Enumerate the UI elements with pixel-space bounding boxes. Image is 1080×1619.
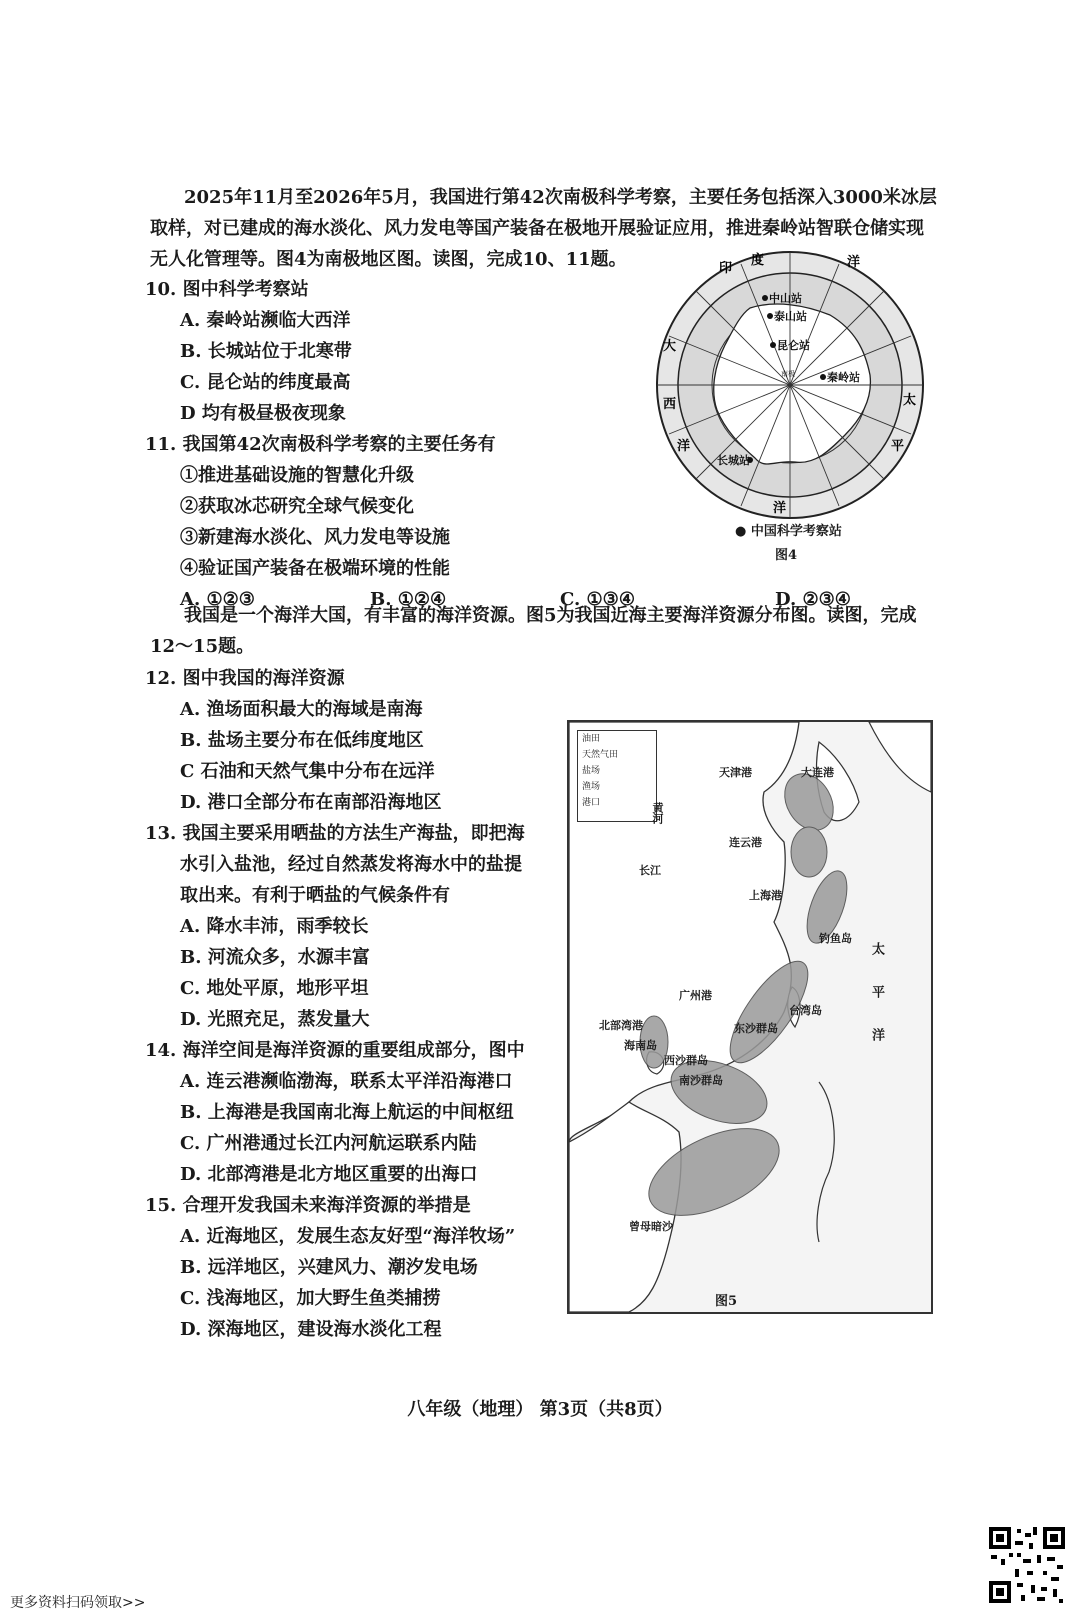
station-kunlun: 昆仑站	[777, 339, 810, 352]
ocean-label-3: 大	[663, 339, 677, 354]
label-shanghai-port: 上海港	[749, 889, 782, 902]
label-xisha: 西沙群岛	[664, 1054, 708, 1067]
q11-option-d: D. ②③④	[775, 589, 851, 610]
q12-option-c: C 石油和天然气集中分布在远洋	[180, 761, 435, 782]
q13-option-a: A. 降水丰沛，雨季较长	[180, 916, 369, 937]
label-pacific: 太平洋	[869, 942, 884, 1071]
map1-caption: 图4	[775, 548, 798, 563]
label-hainan: 海南岛	[624, 1039, 657, 1052]
q14-option-c: C. 广州港通过长江内河航运联系内陆	[180, 1133, 477, 1154]
label-yangtze: 长江	[639, 864, 661, 877]
q13-option-c: C. 地处平原，地形平坦	[180, 978, 369, 999]
label-beibuwan-port: 北部湾港	[599, 1019, 643, 1032]
label-lianyungang: 连云港	[729, 836, 762, 849]
legend-fishery: 渔场	[582, 782, 601, 792]
ocean-label-4: 西	[663, 397, 677, 412]
map1-legend: ● 中国科学考察站	[735, 524, 842, 539]
label-yellow-river: 黄河	[651, 802, 664, 824]
intro-paragraph-2: 我国是一个海洋大国，有丰富的海洋资源。图5为我国近海主要海洋资源分布图。读图，完成12～15题。	[150, 605, 917, 657]
label-zengmu: 曾母暗沙	[629, 1220, 673, 1233]
label-guangzhou-port: 广州港	[679, 989, 712, 1002]
station-zhongshan: 中山站	[769, 292, 802, 305]
q11-option-b: B. ①②④	[370, 589, 447, 610]
station-qinling: 秦岭站	[827, 371, 860, 384]
legend-gasfield: 天然气田	[582, 750, 619, 760]
q12-option-b: B. 盐场主要分布在低纬度地区	[180, 730, 424, 751]
q15-option-a: A. 近海地区，发展生态友好型“海洋牧场”	[180, 1226, 516, 1247]
q15-option-c: C. 浅海地区，加大野生鱼类捕捞	[180, 1288, 441, 1309]
china-sea-resource-map	[567, 720, 933, 1314]
ocean-label-8: 洋	[773, 501, 787, 516]
antarctica-map	[655, 250, 925, 520]
q13-stem-line2: 水引入盐池，经过自然蒸发将海水中的盐提	[180, 854, 522, 875]
station-taishan: 泰山站	[774, 310, 807, 323]
antarctica-map-svg	[655, 250, 925, 520]
station-changcheng: 长城站	[717, 454, 750, 467]
label-diaoyu: 钓鱼岛	[819, 932, 852, 945]
page-footer: 八年级（地理） 第3页（共8页）	[407, 1399, 673, 1420]
ocean-label-6: 太	[903, 393, 917, 408]
q14-option-d: D. 北部湾港是北方地区重要的出海口	[180, 1164, 478, 1185]
q11-option-a: A. ①②③	[180, 589, 255, 610]
label-tianjin-port: 天津港	[719, 766, 752, 779]
q10-option-a: A. 秦岭站濒临大西洋	[180, 310, 351, 331]
qr-code-svg	[987, 1525, 1067, 1605]
label-taiwan: 台湾岛	[789, 1004, 822, 1017]
map2-legend	[577, 730, 657, 822]
more-resources-text[interactable]: 更多资料扫码领取>>	[10, 1595, 146, 1611]
q11-item-1: ①推进基础设施的智慧化升级	[180, 465, 414, 486]
ocean-label-1: 度	[751, 253, 765, 268]
q10-option-b: B. 长城站位于北寒带	[180, 341, 352, 362]
ocean-label-0: 印	[719, 261, 733, 276]
q11-item-3: ③新建海水淡化、风力发电等设施	[180, 527, 450, 548]
q15-option-d: D. 深海地区，建设海水淡化工程	[180, 1319, 442, 1340]
legend-saltfield: 盐场	[582, 766, 601, 776]
intro-paragraph-1: 2025年11月至2026年5月，我国进行第42次南极科学考察，主要任务包括深入3000米冰层取样，对已建成的海水淡化、风力发电等国产装备在极地开展验证应用，推进秦岭站智联仓储实现无人化管理等。图4为南极地区图。读图，完成10、11题。	[150, 187, 937, 270]
q12-option-a: A. 渔场面积最大的海域是南海	[180, 699, 423, 720]
q12-stem: 12. 图中我国的海洋资源	[145, 668, 345, 689]
q10-stem: 10. 图中科学考察站	[145, 279, 309, 300]
q14-stem: 14. 海洋空间是海洋资源的重要组成部分，图中	[145, 1040, 525, 1061]
map2-caption: 图5	[715, 1294, 738, 1309]
legend-oilfield: 油田	[582, 734, 601, 744]
south-pole-label: 南极	[781, 370, 795, 378]
q14-option-a: A. 连云港濒临渤海，联系太平洋沿海港口	[180, 1071, 513, 1092]
ocean-label-5: 洋	[677, 439, 691, 454]
label-dongsha: 东沙群岛	[734, 1022, 778, 1035]
q11-option-c: C. ①③④	[560, 589, 635, 610]
q10-option-c: C. 昆仑站的纬度最高	[180, 372, 351, 393]
q11-item-4: ④验证国产装备在极端环境的性能	[180, 558, 450, 579]
qr-code[interactable]	[987, 1525, 1067, 1605]
q13-option-b: B. 河流众多，水源丰富	[180, 947, 370, 968]
q13-stem-line1: 13. 我国主要采用晒盐的方法生产海盐，即把海	[145, 823, 525, 844]
ocean-label-2: 洋	[847, 255, 861, 270]
q12-option-d: D. 港口全部分布在南部沿海地区	[180, 792, 442, 813]
q10-option-d: D 均有极昼极夜现象	[180, 403, 346, 424]
q15-stem: 15. 合理开发我国未来海洋资源的举措是	[145, 1195, 471, 1216]
q13-option-d: D. 光照充足，蒸发量大	[180, 1009, 370, 1030]
label-nansha: 南沙群岛	[679, 1074, 723, 1087]
legend-port: 港口	[582, 798, 601, 808]
label-dalian-port: 大连港	[801, 766, 834, 779]
q13-stem-line3: 取出来。有利于晒盐的气候条件有	[180, 885, 450, 906]
q14-option-b: B. 上海港是我国南北海上航运的中间枢纽	[180, 1102, 514, 1123]
q11-item-2: ②获取冰芯研究全球气候变化	[180, 496, 414, 517]
ocean-label-7: 平	[891, 439, 905, 454]
q15-option-b: B. 远洋地区，兴建风力、潮汐发电场	[180, 1257, 478, 1278]
q11-stem: 11. 我国第42次南极科学考察的主要任务有	[145, 434, 496, 455]
